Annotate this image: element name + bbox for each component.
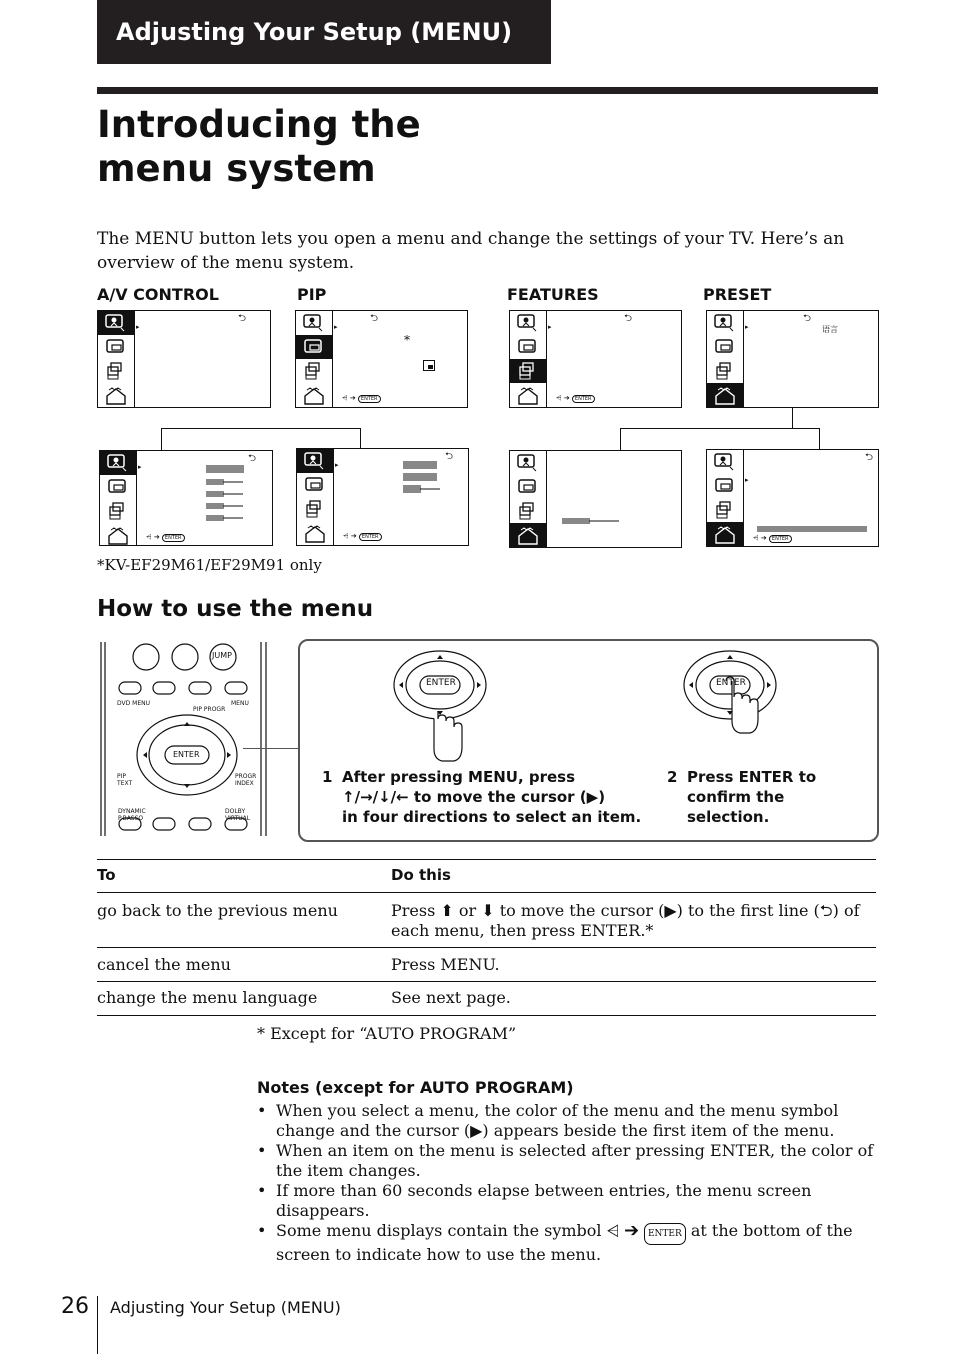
return-icon: ⮌ xyxy=(865,452,874,463)
connector-right xyxy=(360,428,361,450)
footnote: * Except for “AUTO PROGRAM” xyxy=(257,1024,517,1043)
note-item-3: • If more than 60 seconds elapse between entries, the menu screen disappears. xyxy=(257,1181,877,1221)
dynamic-label: DYNAMIC P.BASSO xyxy=(118,808,146,822)
step-1 xyxy=(322,767,642,826)
remote-control-illustration xyxy=(97,640,277,838)
connector-left xyxy=(620,428,621,450)
footer-section-title: Adjusting Your Setup (MENU) xyxy=(110,1298,341,1317)
nav-hint: ⩤ ➔ ENTER xyxy=(146,533,185,542)
preset-icon xyxy=(105,386,127,406)
preset-icon xyxy=(303,386,325,406)
header-to: To xyxy=(97,866,116,884)
features-icon xyxy=(303,362,325,382)
pip-icon xyxy=(517,338,539,358)
connector-right xyxy=(819,428,820,450)
pip-icon xyxy=(107,478,129,498)
section-header-tab: Adjusting Your Setup (MENU) xyxy=(97,0,551,64)
av-control-icon xyxy=(517,454,539,474)
howto-heading: How to use the menu xyxy=(97,596,374,622)
model-note: *KV-EF29M61/EF29M91 only xyxy=(97,556,322,574)
level-bars-graphic xyxy=(403,459,443,499)
preset-icon xyxy=(517,386,539,406)
page-title xyxy=(97,103,597,191)
return-icon: ⮌ xyxy=(238,313,247,324)
cursor-glyph: ▸ xyxy=(138,463,142,471)
submenu-screen-preset-1 xyxy=(509,450,682,548)
table-rule xyxy=(97,859,876,860)
pip-text-label: PIP TEXT xyxy=(117,773,133,787)
pip-icon xyxy=(304,476,326,496)
remote-callout-line xyxy=(243,748,298,749)
connector-stem xyxy=(792,408,793,428)
footer-rule xyxy=(97,1296,98,1354)
note-item-4: • Some menu displays contain the symbol ⩤ ➔ ENTER at the bottom of the screen to indicate how to use the menu. xyxy=(257,1221,877,1265)
menu-screen-preset xyxy=(706,310,879,408)
cursor-glyph: ▸ xyxy=(136,323,140,331)
cursor-glyph: ▸ xyxy=(745,476,749,484)
step1-number: 1 xyxy=(322,768,333,786)
intro-paragraph: The MENU button lets you open a menu and change the settings of your TV. Here’s an overview of the menu system. xyxy=(97,229,845,273)
av-control-icon xyxy=(105,314,127,334)
preset-icon xyxy=(714,525,736,545)
cursor-glyph: ▸ xyxy=(334,323,338,331)
av-control-icon xyxy=(714,453,736,473)
step2-line1: Press ENTER to xyxy=(687,768,817,786)
features-icon xyxy=(517,502,539,522)
row2-to: cancel the menu xyxy=(97,955,231,974)
return-icon: ⮌ xyxy=(445,451,454,462)
table-rule xyxy=(97,981,876,982)
asterisk-mark: * xyxy=(404,333,410,347)
preset-icon xyxy=(517,526,539,546)
header-rule xyxy=(97,87,878,94)
return-icon: ⮌ xyxy=(248,453,257,464)
return-icon: ⮌ xyxy=(370,313,379,324)
preset-icon xyxy=(304,524,326,544)
pip-icon xyxy=(517,478,539,498)
level-bars-graphic xyxy=(206,463,246,525)
nav-hint: ⩤ ➔ ENTER xyxy=(343,532,382,541)
progress-bar-graphic xyxy=(562,517,622,525)
av-control-icon xyxy=(517,314,539,334)
features-icon xyxy=(714,501,736,521)
av-control-icon xyxy=(714,314,736,334)
table-rule xyxy=(97,1015,876,1016)
nav-hint: ⩤ ➔ ENTER xyxy=(753,534,792,543)
page-title-line-2: menu system xyxy=(97,147,376,190)
features-icon xyxy=(105,362,127,382)
features-icon xyxy=(107,502,129,522)
progr-index-label: PROGR INDEX xyxy=(235,773,257,787)
joystick-press-direction-graphic xyxy=(390,647,490,765)
dvd-menu-label: DVD MENU xyxy=(117,700,150,707)
menu-screen-features xyxy=(509,310,682,408)
av-control-icon xyxy=(107,454,129,474)
notes-list xyxy=(257,1101,877,1265)
features-icon xyxy=(714,362,736,382)
pip-icon xyxy=(105,338,127,358)
row2-do: Press MENU. xyxy=(391,955,500,974)
connector-preset xyxy=(620,428,820,429)
cursor-glyph: ▸ xyxy=(548,323,552,331)
submenu-screen-av-2 xyxy=(296,448,469,546)
nav-hint: ⩤ ➔ ENTER xyxy=(342,394,381,403)
step-2 xyxy=(667,767,817,826)
step2-line3: selection. xyxy=(687,808,770,826)
progress-bar-graphic xyxy=(757,525,875,533)
connector-av-pip xyxy=(161,428,361,429)
av-control-icon xyxy=(303,314,325,334)
note-item-2: • When an item on the menu is selected after pressing ENTER, the color of the item changes. xyxy=(257,1141,877,1181)
features-icon xyxy=(517,362,539,382)
connector-left xyxy=(161,428,162,450)
menu-screen-av-control xyxy=(97,310,271,408)
row3-do: See next page. xyxy=(391,988,511,1007)
return-icon: ⮌ xyxy=(803,313,812,324)
row1-do: Press ⬆ or ⬇ to move the cursor (▶) to the first line (⮌) of each menu, then press ENTER.* xyxy=(391,901,860,940)
remote-enter-label: ENTER xyxy=(173,750,200,759)
preset-icon xyxy=(714,386,736,406)
return-icon: ⮌ xyxy=(624,313,633,324)
step1-line2: ↑/→/↓/← to move the cursor (▶) xyxy=(342,788,606,806)
header-do-this: Do this xyxy=(391,866,451,884)
pip-icon xyxy=(303,338,325,358)
menu-label: MENU xyxy=(231,700,249,707)
joystick-press-enter-graphic xyxy=(680,647,780,765)
submenu-screen-preset-2 xyxy=(706,449,879,547)
step2-number: 2 xyxy=(667,768,678,786)
row1-to: go back to the previous menu xyxy=(97,901,338,920)
step1-line3: in four directions to select an item. xyxy=(342,808,642,826)
table-rule xyxy=(97,947,876,948)
step2-line2: confirm the xyxy=(687,788,785,806)
label-pip: PIP xyxy=(297,285,327,304)
label-features: FEATURES xyxy=(507,285,599,304)
language-label: 语言 xyxy=(822,325,838,334)
av-control-icon xyxy=(304,452,326,472)
pip-icon xyxy=(714,477,736,497)
page-title-line-1: Introducing the xyxy=(97,103,421,146)
notes-heading: Notes (except for AUTO PROGRAM) xyxy=(257,1078,574,1097)
jump-label: JUMP xyxy=(212,651,232,660)
step2-enter-label: ENTER xyxy=(716,678,746,688)
note-item-1: • When you select a menu, the color of the menu and the menu symbol change and the cursor (▶) appears beside the first item of the menu. xyxy=(257,1101,877,1141)
steps-panel xyxy=(298,639,879,842)
table-rule xyxy=(97,892,876,893)
preset-icon xyxy=(107,526,129,546)
features-icon xyxy=(304,500,326,520)
label-preset: PRESET xyxy=(703,285,772,304)
step1-enter-label: ENTER xyxy=(426,678,456,688)
step1-line1: After pressing MENU, press xyxy=(342,768,576,786)
menu-screen-pip xyxy=(295,310,468,408)
cursor-glyph: ▸ xyxy=(335,461,339,469)
submenu-screen-av-1 xyxy=(99,450,273,546)
row3-to: change the menu language xyxy=(97,988,318,1007)
page-number: 26 xyxy=(61,1294,89,1319)
updown-symbol-icon: ⩤ xyxy=(606,1221,620,1240)
pip-window-icon xyxy=(423,360,435,371)
dolby-label: DOLBY VIRTUAL xyxy=(225,808,251,822)
pip-progr-label: PIP PROGR xyxy=(193,706,226,713)
pip-icon xyxy=(714,338,736,358)
label-av-control: A/V CONTROL xyxy=(97,285,219,304)
cursor-glyph: ▸ xyxy=(745,323,749,331)
nav-hint: ⩤ ➔ ENTER xyxy=(556,394,595,403)
